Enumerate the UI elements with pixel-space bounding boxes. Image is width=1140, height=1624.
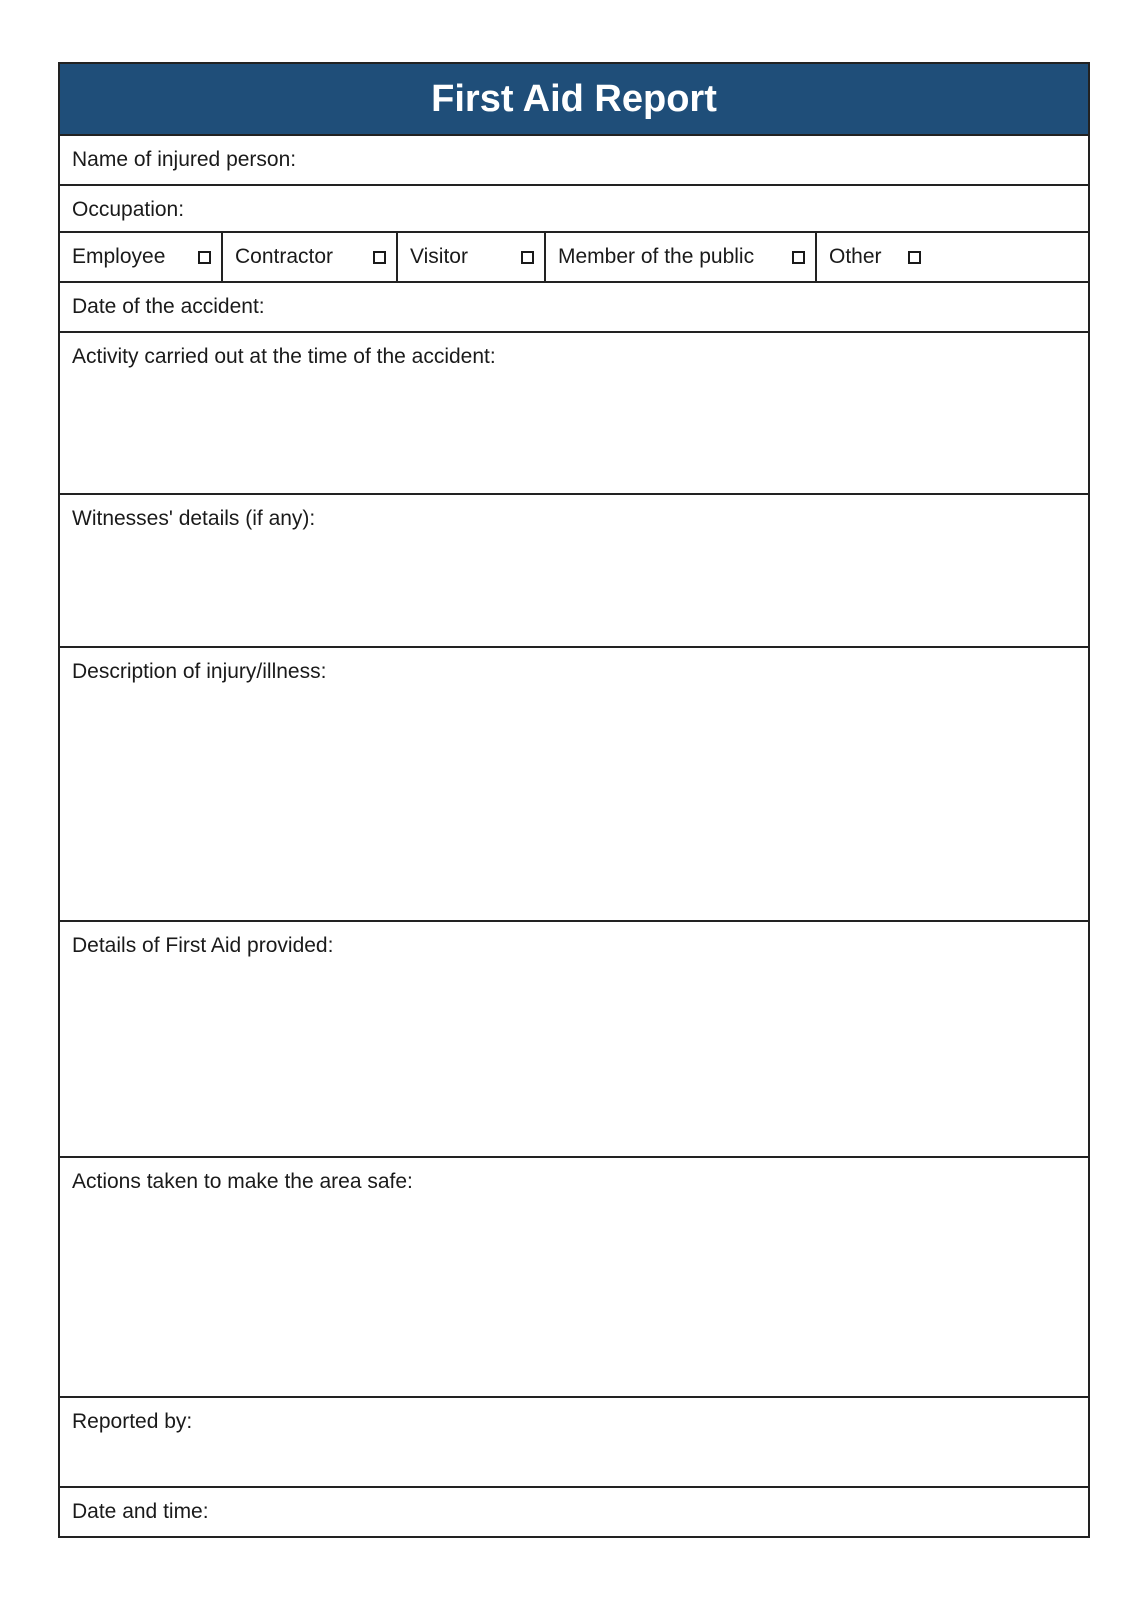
reported-by-label: Reported by: <box>72 1410 193 1433</box>
name-label: Name of injured person: <box>72 148 297 171</box>
injury-description-field[interactable] <box>60 648 1088 922</box>
first-aid-report-form <box>58 62 1090 1538</box>
witnesses-field[interactable] <box>60 495 1088 648</box>
name-field[interactable] <box>60 136 1088 186</box>
visitor-checkbox[interactable] <box>521 251 534 264</box>
first-aid-details-label: Details of First Aid provided: <box>72 934 334 957</box>
safety-actions-field[interactable] <box>60 1158 1088 1398</box>
employee-checkbox[interactable] <box>198 251 211 264</box>
other-checkbox[interactable] <box>908 251 921 264</box>
contractor-checkbox[interactable] <box>373 251 386 264</box>
category-label: Employee <box>72 245 166 268</box>
reported-by-field[interactable] <box>60 1398 1088 1488</box>
injury-description-label: Description of injury/illness: <box>72 660 327 683</box>
activity-field[interactable] <box>60 333 1088 495</box>
first-aid-details-field[interactable] <box>60 922 1088 1158</box>
activity-label: Activity carried out at the time of the accident: <box>72 345 496 368</box>
category-label: Member of the public <box>558 245 755 268</box>
category-contractor[interactable] <box>223 233 398 281</box>
person-category-row <box>60 233 1088 283</box>
occupation-label: Occupation: <box>72 198 185 221</box>
category-label: Visitor <box>410 245 468 268</box>
date-time-field[interactable] <box>60 1488 1088 1536</box>
category-other[interactable] <box>817 233 1088 281</box>
occupation-field[interactable] <box>60 186 1088 233</box>
category-visitor[interactable] <box>398 233 546 281</box>
member-of-public-checkbox[interactable] <box>792 251 805 264</box>
category-label: Other <box>829 245 882 268</box>
safety-actions-label: Actions taken to make the area safe: <box>72 1170 413 1193</box>
accident-date-label: Date of the accident: <box>72 295 265 318</box>
category-label: Contractor <box>235 245 334 268</box>
witnesses-label: Witnesses' details (if any): <box>72 507 316 530</box>
category-employee[interactable] <box>60 233 223 281</box>
category-member-of-public[interactable] <box>546 233 817 281</box>
accident-date-field[interactable] <box>60 283 1088 333</box>
date-time-label: Date and time: <box>72 1500 209 1523</box>
form-title: First Aid Report <box>60 64 1088 136</box>
